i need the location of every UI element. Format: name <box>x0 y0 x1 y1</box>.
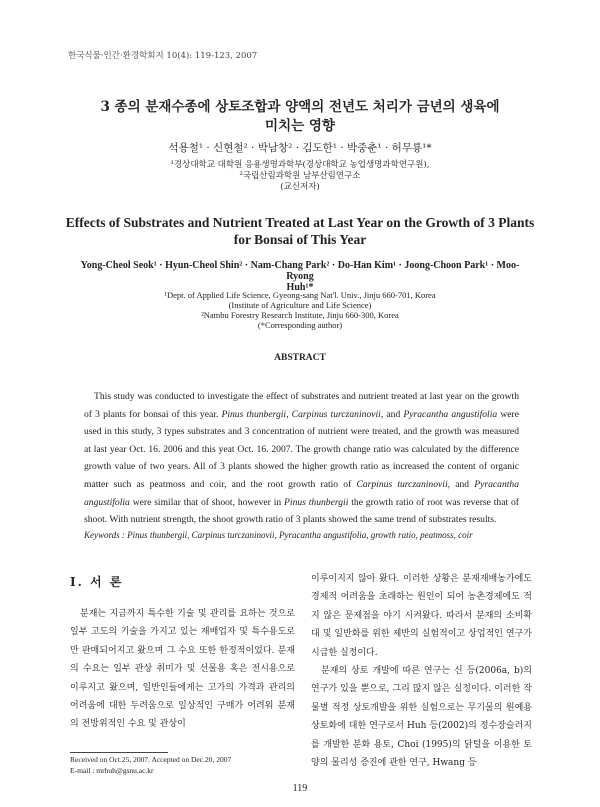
english-affil-3: ²Nambu Forestry Research Institute, Jinju 660-300, Korea <box>201 310 399 320</box>
body-paragraph: 이루이지지 않아 왔다. 이러한 상황은 분재재배농가에도 경제적 어려움을 초래하는 원인이 되어 농촌경제에도 적지 않은 문제점을 야기 시켜왔다. 따라서 분재의 소비확대 및 일반화를 위한 제반의 실험적이고 상업적인 연구가 시급한 실정이다. <box>311 574 532 658</box>
footnote <box>70 754 231 776</box>
page-number: 119 <box>292 783 308 794</box>
abstract-text: , and <box>380 408 404 420</box>
abstract-text: the growth ratio of root was reverse that of shoot. With nutrient strength, the shoot growth ratio of 3 plants showed the same trend of substrates results. <box>84 496 519 526</box>
english-affil-2: (Institute of Agriculture and Life Science) <box>228 300 372 310</box>
section-title-introduction: Ⅰ. 서 론 <box>70 575 124 589</box>
korean-title-line2: 미치는 영향 <box>265 118 335 134</box>
abstract-text: This study was conducted to investigate the effect of substrates and nutrient treated at last year on the growth of 3 plants for bonsai of this year. <box>84 391 519 420</box>
korean-title <box>60 98 540 136</box>
english-title-line1: Effects of Substrates and Nutrient Treated at Last Year on the Growth of 3 Plants <box>65 215 535 230</box>
english-title <box>60 214 540 248</box>
abstract-text: were similar that of shoot, however in <box>129 496 285 508</box>
species-name: Pinus thunbergii <box>221 408 287 420</box>
body-column-left <box>70 605 295 734</box>
korean-affil-2: ²국립산림과학원 남부산림연구소 <box>239 171 361 181</box>
english-title-line2: for Bonsai of This Year <box>233 232 367 247</box>
body-paragraph: 분재의 상토 개발에 따른 연구는 신 등(2006a, b)의 연구가 있을 뿐으로, 그리 많지 않은 실정이다. 이러한 작물별 적정 상토개발을 위한 실험으로는 무기물의 원예용상토화에 대한 연구로서 Huh 등(2002)의 정수장슬러지를 개발한 분화 용토, Choi (1995)의 닭털을 이용한 토양의 물리성 증진에 관한 연구, Hwang 등 <box>311 666 532 769</box>
english-affiliations <box>60 290 540 330</box>
species-name: Pinus thunbergii <box>284 496 349 508</box>
footnote-email: E-mail : mrhuh@gsnu.ac.kr <box>70 766 154 775</box>
species-name: Carpinus turczaninovii <box>291 408 381 420</box>
korean-title-line1: 3 종의 분재수종에 상토조합과 양액의 전년도 처리가 금년의 생육에 <box>100 99 500 115</box>
english-authors <box>68 260 532 293</box>
english-affil-1: ¹Dept. of Applied Life Science, Gyeong-sang Nat'l. Univ., Jinju 660-701, Korea <box>164 290 436 300</box>
korean-affil-3: (교신저자) <box>280 182 320 192</box>
footnote-divider <box>70 752 168 753</box>
abstract-text: , and <box>447 478 475 490</box>
species-name: Carpinus turczaninovii <box>356 478 448 490</box>
keywords: Keywords : Pinus thunbergii, Carpinus turczaninovii, Pyracantha angustifolia, growth ratio, peatmoss, coir <box>84 530 473 540</box>
body-column-right <box>311 570 532 772</box>
korean-authors: 석용철¹ · 신현철² · 박남창² · 김도한¹ · 박중춘¹ · 허무룡¹* <box>168 142 432 154</box>
english-authors-line1: Yong-Cheol Seok¹ · Hyun-Cheol Shin² · Nam-Chang Park² · Do-Han Kim¹ · Joong-Choon Park¹ · Moo-Ryong <box>80 260 520 282</box>
species-name: Pyracantha angustifolia <box>84 478 519 508</box>
species-name: Pyracantha angustifolia <box>403 408 498 420</box>
korean-affil-1: ¹경상대학교 대학원 응용생명과학부(경상대학교 농업생명과학연구원), <box>170 160 430 170</box>
journal-header: 한국식물·인간·환경학회지 10(4): 119-123, 2007 <box>68 51 258 61</box>
body-paragraph: 분재는 지금까지 특수한 기술 및 관리를 요하는 것으로 일부 고도의 기술을 가지고 있는 재배업자 및 특수용도로만 판매되어지고 왔으며 그 수요 또한 한정적이었다. 분재의 수요는 일부 관상 취미가 및 선물용 혹은 전시용으로 이루지고 왔으며, 일반인들에게는 고가의 가격과 관리의 어려움에 대한 두려움으로 일상적인 구매가 어려워 분재의 전방위적인 수요 및 관상이 <box>70 609 295 730</box>
abstract-text: were used in this study, 3 types substrates and 3 concentration of nutrient were treated, and the growth was measured at last year Oct. 16. 2006 and this yeat Oct. 16. 2007. The growth change ratio was calculated by the difference growth value of two years. All of 3 plants showed the higher growth ratio as increased the content of organic matter such as peatmoss and coir, and the root growth ratio of <box>84 408 519 490</box>
abstract-text: , <box>286 408 292 420</box>
korean-affiliations <box>60 160 540 193</box>
abstract-body <box>84 388 519 529</box>
english-authors-line2: Huh¹* <box>286 282 314 293</box>
footnote-received: Received on Oct.25, 2007. Accepted on Dec.20, 2007 <box>70 755 232 764</box>
english-affil-4: (*Corresponding author) <box>257 320 343 330</box>
abstract-heading: ABSTRACT <box>274 353 326 363</box>
